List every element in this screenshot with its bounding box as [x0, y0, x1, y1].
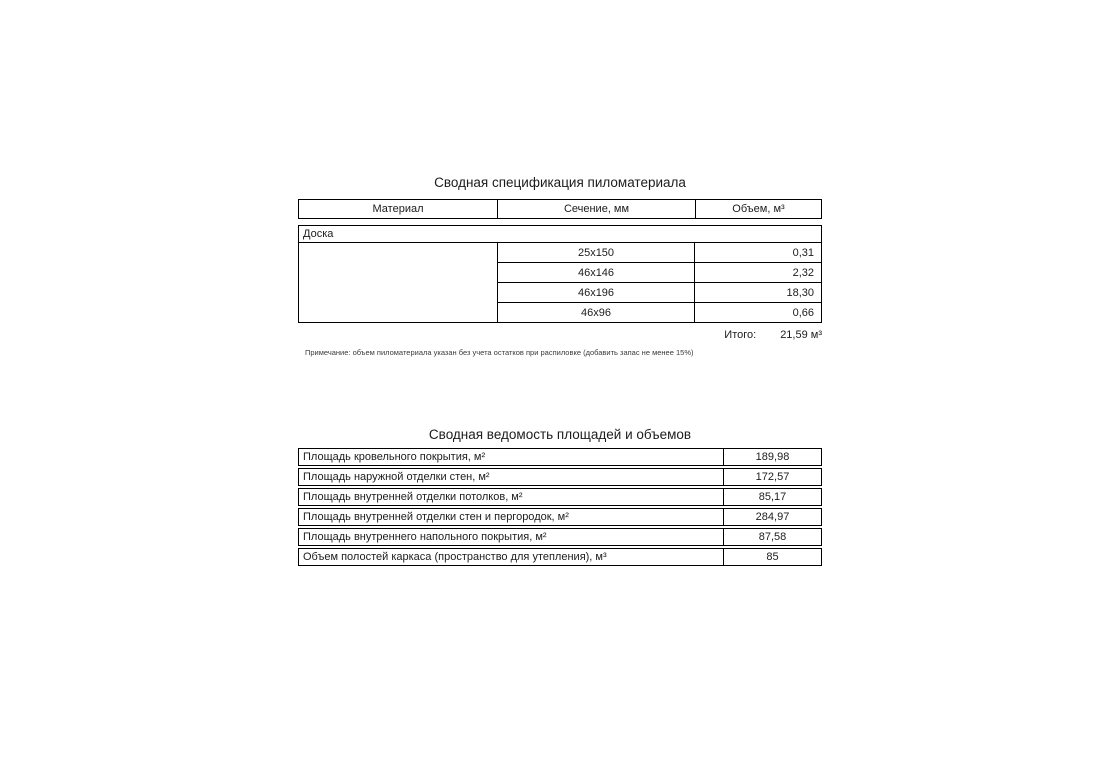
area-value-cell: 284,97	[755, 511, 790, 523]
area-value-cell: 172,57	[755, 471, 790, 483]
area-label-cell: Площадь внутренней отделки стен и пергородок, м²	[299, 509, 724, 525]
area-label-cell: Площадь кровельного покрытия, м²	[299, 449, 724, 465]
lumber-spec-title: Сводная спецификация пиломатериала	[434, 175, 686, 190]
volume-cell: 2,32	[792, 266, 814, 279]
area-value-cell: 87,58	[758, 531, 787, 543]
area-value-cell: 189,98	[755, 451, 790, 463]
material-merged-cell	[299, 243, 498, 322]
total-label: Итого:	[724, 329, 757, 341]
lumber-spec-data-grid	[299, 243, 821, 322]
area-value-cell: 85,17	[758, 491, 787, 503]
note-text: Примечание: объем пиломатериала указан без учета остатков при распиловке (добавить запас не менее 15%)	[305, 348, 694, 357]
table-row	[298, 448, 822, 466]
table-row	[298, 468, 822, 486]
area-label-cell: Площадь наружной отделки стен, м²	[299, 469, 724, 485]
section-cell: 46x96	[498, 303, 695, 322]
section-cell: 46x196	[498, 283, 695, 302]
table-row	[498, 243, 821, 263]
column-header-volume: Объем, м³	[732, 203, 785, 215]
lumber-spec-table	[298, 225, 822, 323]
areas-volumes-title: Сводная ведомость площадей и объемов	[428, 427, 692, 442]
table-row	[298, 488, 822, 506]
area-value-cell: 85	[766, 551, 779, 563]
total-value: 21,59 м³	[780, 329, 822, 341]
area-label-cell: Площадь внутренней отделки потолков, м²	[299, 489, 724, 505]
area-label-cell: Объем полостей каркаса (пространство для утепления), м³	[299, 549, 724, 565]
area-label-cell: Площадь внутреннего напольного покрытия, м²	[299, 529, 724, 545]
table-row	[298, 548, 822, 566]
section-cell: 25x150	[498, 243, 695, 262]
volume-cell: 0,31	[792, 246, 814, 259]
column-header-section: Сечение, мм	[498, 200, 696, 218]
total-row	[298, 329, 822, 341]
areas-volumes-table	[298, 448, 822, 568]
lumber-spec-rows	[498, 243, 821, 322]
lumber-spec-header-row	[298, 199, 822, 219]
table-row	[498, 303, 821, 322]
table-row	[498, 283, 821, 303]
material-group-label: Доска	[299, 226, 821, 243]
section-cell: 46x146	[498, 263, 695, 282]
table-row	[298, 528, 822, 546]
volume-cell: 18,30	[786, 286, 814, 299]
volume-cell: 0,66	[792, 306, 814, 319]
column-header-material: Материал	[299, 200, 498, 218]
table-row	[298, 508, 822, 526]
table-row	[498, 263, 821, 283]
